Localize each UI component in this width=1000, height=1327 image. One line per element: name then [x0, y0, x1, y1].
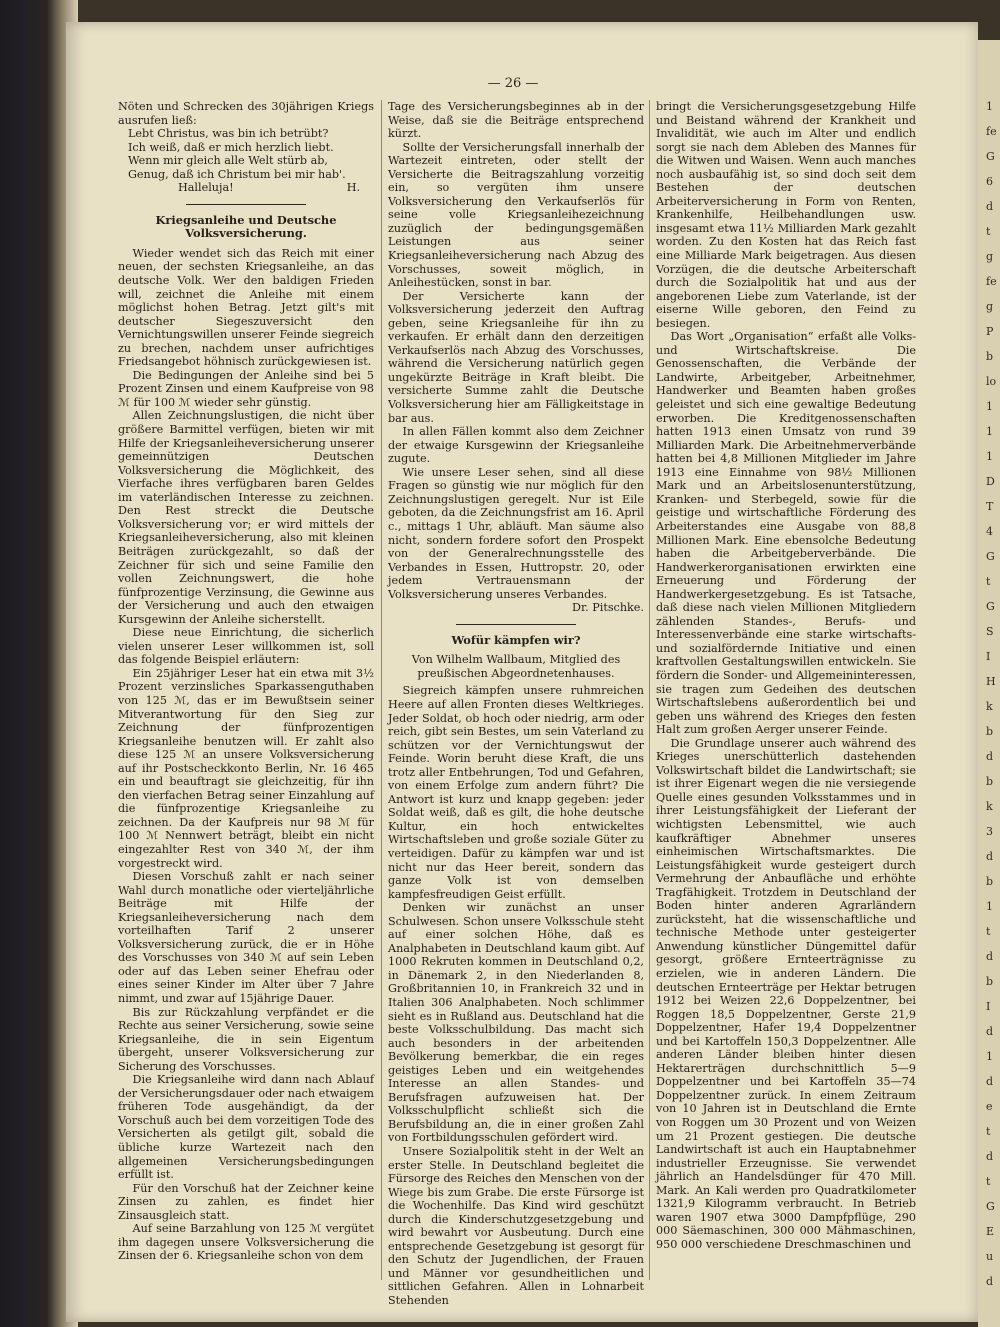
paragraph: Das Wort „Organisation“ erfaßt alle Volks- und Wirtschaftskreise. Die Genossenschaften, die Verbände der Landwirte, Arbeitgeber, Arbeitnehmer, Handwerker und Beamten haben großes geleistet und sich eine gewaltige Bedeutung erworben. Die Kreditgenossenschaften hatten 1913 einen Umsatz von rund 39 Milliarden Mark. Die Arbeitnehmerverbände hatten bei 4,8 Millionen Mitglieder im Jahre 1913 eine Einnahme von 98½ Millionen Mark und an Arbeitslosenunterstützung, Kranken- und Sterbegeld, sowie für die geistige und wirtschaftliche Förderung des Arbeiterstandes eine Ausgabe von 88,8 Millionen Mark. Eine ebensolche Bedeutung haben die Arbeitgeberverbände. Die Handwerkerorganisationen erwirkten eine Erneuerung und Förderung der Handwerkergesetzgebung. Es ist Tatsache, daß diese nach vielen Millionen Mitgliedern zählenden Standes-, Berufs- und Interessenverbände eine starke wirtschafts- und sozialfördernde Initiative und einen kraftvollen Gestaltungswillen entwickeln. Sie fördern die Sonder- und Allgemeininteressen, sie tragen zum Gedeihen des deutschen Wirtschaftslebens außerordentlich bei und geben uns während des Krieges den festen Halt zum großen Aerger unserer Feinde. — [656, 330, 916, 737]
adjacent-page-fragment: T — [986, 500, 994, 513]
adjacent-page-fragment: lo — [986, 375, 997, 388]
paragraph: Auf seine Barzahlung von 125 ℳ vergütet ihm dagegen unsere Volksversicherung die Zinsen der 6. Kriegsanleihe schon von dem — [118, 1222, 374, 1263]
adjacent-page-fragment: t — [986, 1175, 991, 1188]
closing-word: Halleluja! — [178, 181, 234, 195]
adjacent-page-fragment: d — [986, 1075, 994, 1088]
column-2 — [388, 100, 644, 1308]
poem — [128, 127, 374, 181]
adjacent-page-fragment: t — [986, 1125, 991, 1138]
adjacent-page-fragment: e — [986, 1100, 993, 1113]
paragraph: Wie unsere Leser sehen, sind all diese Fragen so günstig wie nur möglich für den Zeichnungslustigen geregelt. Nur ist Eile geboten, da die Zeichnungsfrist am 16. April c., mittags 1 Uhr, abläuft. Man säume also nicht, sondern fordere sofort den Prospekt von der Generalrechnungsstelle des Verbandes in Essen, Huttropstr. 20, oder jedem Vertrauensmann der Volksversicherung unseres Verbandes. — [388, 465, 644, 601]
column-rule — [381, 100, 382, 1280]
poem-line: Ich weiß, daß er mich herzlich liebt. — [128, 140, 334, 154]
paragraph: Tage des Versicherungsbeginnes ab in der Weise, daß sie die Beiträge entsprechend kürzt. — [388, 100, 644, 141]
adjacent-page-fragment: 1 — [986, 400, 993, 413]
paragraph: Ein 25jähriger Leser hat ein etwa mit 3½ Prozent verzinsliches Sparkassenguthaben von 125 ℳ, das er im Bewußtsein seiner Mitverantwortung für den Sieg zur Zeichnung der fünfprozentigen Kriegsanleihe benutzen will. Er zahlt also diese 125 ℳ an unsere Volksversicherung auf ihr Postscheckkonto Berlin, Nr. 16 465 ein und beauftragt sie gleichzeitig, für ihn den vierfachen Betrag seiner Einzahlung auf die fünfprozentige Kriegsanleihe zu zeichnen. Da der Kaufpreis nur 98 ℳ für 100 ℳ Nennwert beträgt, bleibt ein nicht eingezahlter Rest von 340 ℳ, der ihm vorgestreckt wird. — [118, 666, 374, 870]
adjacent-page-fragment: t — [986, 225, 991, 238]
adjacent-page-fragment: 1 — [986, 450, 993, 463]
adjacent-page-fragment: d — [986, 200, 994, 213]
adjacent-page-fragment: 3 — [986, 825, 993, 838]
adjacent-page-fragment: 6 — [986, 175, 993, 188]
closing-line — [118, 181, 374, 195]
adjacent-page-fragment: d — [986, 750, 994, 763]
paragraph: Die Grundlage unserer auch während des Krieges unerschütterlich dastehenden Volkswirtschaft bildet die Landwirtschaft; sie ist ihrer Eigenart wegen die nie versiegende Quelle eines gesunden Volksstammes und in ihrer Leistungsfähigkeit der Lieferant der wichtigsten Lebensmittel, wie auch kaufkräftiger Abnehmer unseres einheimischen Wirtschaftsmarktes. Die Leistungsfähigkeit wurde gesteigert durch Vermehrung der Anbaufläche und erhöhte Tragfähigkeit. Trotzdem in Deutschland der Boden hinter anderen Agrarländern zurücksteht, hat die wissenschaftliche und technische Methode unter gesteigerter Anwendung künstlicher Düngemittel dafür gesorgt, größere Ernteerträgnisse zu erzielen, wie in anderen Ländern. Die deutschen Ernteerträge per Hektar betrugen 1912 bei Weizen 22,6 Doppelzentner, bei Roggen 18,5 Doppelzentner, Gerste 21,9 Doppelzentner, Hafer 19,4 Doppelzentner und bei Kartoffeln 150,3 Doppelzentner. Alle anderen Länder bleiben hinter diesen Hektarerträgen durchschnittlich 5—9 Doppelzentner und bei Kartoffeln 35—74 Doppelzentner zurück. In einem Zeitraum von 10 Jahren ist in Deutschland die Ernte von Roggen um 30 Prozent und von Weizen um 21 Prozent gestiegen. Die deutsche Landwirtschaft ist auch ein Hauptabnehmer industrieller Erzeugnisse. Sie verwendet jährlich an Handelsdünger für 470 Mill. Mark. An Kali werden pro Quadratkilometer 1321,9 Kilogramm verbraucht. In Betrieb waren 1907 etwa 3000 Dampfpflüge, 290 000 Säemaschinen, 300 000 Mähmaschinen, 950 000 verschiedene Dreschmaschinen und — [656, 736, 916, 1251]
page-number: — 26 — — [487, 76, 539, 91]
paragraph: Denken wir zunächst an unser Schulwesen. Schon unsere Volksschule steht auf einer solchen Höhe, daß es Analphabeten in Deutschland kaum gibt. Auf 1000 Rekruten kommen in Deutschland 0,2, in Dänemark 2, in den Niederlanden 8, Großbritannien 10, in Frankreich 32 und in Italien 306 Analphabeten. Noch schlimmer sieht es in Rußland aus. Deutschland hat die beste Volksschulbildung. Das macht sich auch besonders in der arbeitenden Bevölkerung bemerkbar, die ein reges geistiges Leben und ein weitgehendes Interesse an allen Standes- und Berufsfragen aufzuweisen hat. Der Volksschulpflicht schließt sich die Berufsbildung an, die in einer großen Zahl von Fortbildungsschulen gefördert wird. — [388, 901, 644, 1145]
adjacent-page-fragment: I — [986, 650, 991, 663]
adjacent-page-fragment: b — [986, 975, 994, 988]
adjacent-page-fragment: d — [986, 1025, 994, 1038]
adjacent-page-fragment: P — [986, 325, 994, 338]
adjacent-page-fragment: d — [986, 1275, 994, 1288]
adjacent-page-fragment: G — [986, 1200, 995, 1213]
column-rule — [649, 100, 650, 1280]
poem-line: Lebt Christus, was bin ich betrübt? — [128, 127, 329, 141]
paragraph: Wieder wendet sich das Reich mit einer neuen, der sechsten Kriegsanleihe, an das deutsche Volk. Wer den baldigen Frieden will, zeichnet die Anleihe mit einem möglichst hohen Betrag. Jetzt gilt's mit deutscher Siegeszuversicht den Vernichtungswillen unserer Feinde siegreich zu brechen, nachdem unser aufrichtiges Friedsangebot höhnisch zurückgewiesen ist. — [118, 246, 374, 369]
author-initial: H. — [346, 181, 360, 195]
paragraph: Diese neue Einrichtung, die sicherlich vielen unserer Leser willkommen ist, soll das folgende Beispiel erläutern: — [118, 626, 374, 667]
column-1 — [118, 100, 374, 1263]
adjacent-page-fragment: b — [986, 875, 994, 888]
column-3 — [656, 100, 916, 1251]
paragraph: Die Kriegsanleihe wird dann nach Ablauf der Versicherungsdauer oder nach etwaigem früheren Tode ausgehändigt, da der Vorschuß auch bei dem vorzeitigen Tode des Versicherten als getilgt gilt, sobald die übliche kurze Wartezeit nach den allgemeinen Versicherungsbedingungen erfüllt ist. — [118, 1073, 374, 1182]
paragraph: Unsere Sozialpolitik steht in der Welt an erster Stelle. In Deutschland begleitet die Fürsorge des Reiches den Menschen von der Wiege bis zum Grabe. Die erste Fürsorge ist die Wochenhilfe. Das Kind wird geschützt durch die Kinderschutzgesetzgebung und wird bewahrt vor Ausbeutung. Durch eine entsprechende Gesetzgebung ist gesorgt für den Schutz der Jugendlichen, der Frauen und Männer vor gesundheitlichen und sittlichen Gefahren. Allen in Lohnarbeit Stehenden — [388, 1145, 644, 1308]
poem-line: Wenn mir gleich alle Welt stürb ab, — [128, 154, 328, 168]
adjacent-page-fragment: d — [986, 850, 994, 863]
paragraph: Diesen Vorschuß zahlt er nach seiner Wahl durch monatliche oder vierteljährliche Beiträge mit Hilfe der Kriegsanleiheversicherung nach dem vorteilhaften Tarif 2 unserer Volksversicherung zurück, die er in Höhe des Vorschusses von 340 ℳ auf sein Leben oder auf das Leben seiner Ehefrau oder eines seiner Kinder im Alter über 7 Jahre nimmt, und zwar auf 15jährige Dauer. — [118, 870, 374, 1005]
section-divider — [186, 204, 306, 205]
adjacent-page-fragment: 4 — [986, 525, 993, 538]
adjacent-page-fragment: g — [986, 250, 994, 263]
article-byline: Von Wilhelm Wallbaum, Mitglied des preußischen Abgeordnetenhauses. — [411, 653, 621, 680]
adjacent-page-edge — [978, 40, 1000, 1327]
adjacent-page-fragment: b — [986, 775, 994, 788]
adjacent-page-fragment: b — [986, 350, 994, 363]
adjacent-page-fragment: 1 — [986, 100, 993, 113]
author-signature: Dr. Pitschke. — [572, 601, 644, 615]
intro-text: Nöten und Schrecken des 30jährigen Kriegs ausrufen ließ: — [118, 100, 374, 127]
adjacent-page-fragment: G — [986, 600, 995, 613]
paragraph: In allen Fällen kommt also dem Zeichner der etwaige Kursgewinn der Kriegsanleihe zugute. — [388, 425, 644, 466]
adjacent-page-fragment: t — [986, 575, 991, 588]
paragraph: bringt die Versicherungsgesetzgebung Hilfe und Beistand während der Krankheit und Invalidität, wie auch im Alter und endlich sorgt sie nach dem Ableben des Mannes für die Witwen und Waisen. Wenn auch manches noch ausbaufähig ist, so sind doch seit dem Bestehen der deutschen Arbeiterversicherung in Form von Renten, Krankenhilfe, Heilbehandlungen usw. insgesamt etwa 11½ Milliarden Mark gezahlt worden. Zu den Kosten hat das Reich fast eine Milliarde Mark beigetragen. Aus diesen Vorzügen, die die deutsche Arbeiterschaft durch die Sozialpolitik hat und aus der angeborenen Liebe zum Vaterlande, ist der eiserne Wille geboren, den Feind zu besiegen. — [656, 100, 916, 330]
paragraph: Der Versicherte kann der Volksversicherung jederzeit den Auftrag geben, seine Kriegsanleihe für ihn zu verkaufen. Er erhält dann den derzeitigen Verkaufserlös nach Abzug des Vorschusses, während die Versicherung natürlich gegen ungekürzte Beiträge in Kraft bleibt. Die versicherte Summe zahlt die Deutsche Volksversicherung hier am Fälligkeitstage in bar aus. — [388, 289, 644, 425]
adjacent-page-fragment: E — [986, 1225, 995, 1238]
article-title: Kriegsanleihe und Deutsche Volksversicherung. — [155, 212, 337, 241]
paragraph: Siegreich kämpfen unsere ruhmreichen Heere auf allen Fronten dieses Weltkrieges. Jeder Soldat, ob hoch oder niedrig, arm oder reich, gibt sein Bestes, um sein Vaterland zu schützen vor der Vernichtungswut der Feinde. Worin beruht diese Kraft, die uns trotz aller Entbehrungen, Tod und Gefahren, von einem Erfolge zum andern führt? Die Antwort ist kurz und knapp gegeben: jeder Soldat weiß, daß es gilt, die hohe deutsche Kultur, ein hoch entwickeltes Wirtschaftsleben und große soziale Güter zu verteidigen. Dafür zu kämpfen war und ist nicht nur das Heer bereit, sondern das ganze Volk ist von demselben kampfesfreudigen Geist erfüllt. — [388, 684, 644, 901]
poem-line: Genug, daß ich Christum bei mir hab'. — [128, 167, 346, 181]
adjacent-page-fragment: k — [986, 700, 993, 713]
paragraph: Allen Zeichnungslustigen, die nicht über größere Barmittel verfügen, bieten wir mit Hilfe der Kriegsanleiheversicherung unserer gemeinnützigen Deutschen Volksversicherung die Möglichkeit, des Vierfache ihres verfügbaren baren Geldes im vaterländischen Interesse zu zeichnen. Den Rest streckt die Deutsche Volksversicherung vor; er wird mittels der Kriegsanleiheversicherung, also mit kleinen Beiträgen zurückgezahlt, so daß der Zeichner für sich und seine Familie den vollen Zeichnungswert, die hohe fünfprozentige Verzinsung, die Gewinne aus der Versicherung und auch den etwaigen Kursgewinn der Anleihe sicherstellt. — [118, 409, 374, 626]
adjacent-page-fragment: t — [986, 925, 991, 938]
adjacent-page-fragment: H — [986, 675, 996, 688]
adjacent-page-fragment: G — [986, 550, 995, 563]
adjacent-page-fragment: b — [986, 725, 994, 738]
adjacent-page-fragment: G — [986, 150, 995, 163]
adjacent-page-fragment: k — [986, 800, 993, 813]
adjacent-page-fragment: u — [986, 1250, 994, 1263]
adjacent-page-fragment: d — [986, 950, 994, 963]
adjacent-page-fragment: 1 — [986, 900, 993, 913]
paragraph: Die Bedingungen der Anleihe sind bei 5 Prozent Zinsen und einem Kaufpreise von 98 ℳ für 100 ℳ wieder sehr günstig. — [118, 368, 374, 409]
adjacent-page-fragment: d — [986, 1150, 994, 1163]
paragraph: Für den Vorschuß hat der Zeichner keine Zinsen zu zahlen, es findet hier Zinsausgleich statt. — [118, 1181, 374, 1222]
adjacent-page-fragment: fe — [986, 275, 997, 288]
adjacent-page-fragment: S — [986, 625, 994, 638]
adjacent-page-fragment: 1 — [986, 1050, 993, 1063]
adjacent-page-fragment: D — [986, 475, 995, 488]
adjacent-page-fragment: 1 — [986, 425, 993, 438]
adjacent-page-fragment: I — [986, 1000, 991, 1013]
paragraph: Bis zur Rückzahlung verpfändet er die Rechte aus seiner Versicherung, sowie seine Kriegsanleihe, die in sein Eigentum übergeht, unserer Volksversicherung zur Sicherung des Vorschusses. — [118, 1005, 374, 1073]
section-divider — [456, 624, 576, 625]
adjacent-page-fragment: fe — [986, 125, 997, 138]
article-title: Wofür kämpfen wir? — [451, 632, 581, 647]
adjacent-page-fragment: g — [986, 300, 994, 313]
paragraph: Sollte der Versicherungsfall innerhalb der Wartezeit eintreten, oder stellt der Versicherte die Beitragszahlung vorzeitig ein, so vergüten ihm unsere Volksversicherung den Verkaufserlös für seine volle Kriegsanleihezeichnung zuzüglich der bedingungsgemäßen Leistungen aus seiner Kriegsanleiheversicherung nach Abzug des Vorschusses, soweit möglich, in Anleihestücken, sonst in bar. — [388, 140, 644, 290]
